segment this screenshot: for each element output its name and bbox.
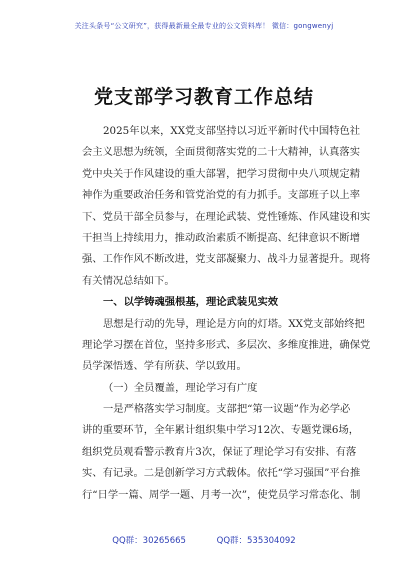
body-line: 思想是行动的先导，理论是方向的灯塔。XX党支部始终把 — [103, 317, 365, 330]
body-line: 一是严格落实学习制度。支部把“第一议题”作为必学必 — [103, 403, 351, 416]
header-banner: 关注头条号“公文研究”，获得最新最全最专业的公文资料库！ 微信：gongwenyj — [74, 22, 334, 30]
section-heading-1: 一、以学铸魂强根基，理论武装见实效 — [103, 296, 279, 309]
body-line: 下、党员干部全员参与，在理论武装、党性锤炼、作风建设和实 — [82, 210, 371, 223]
footer-contact — [0, 534, 408, 546]
footer-qq-group-1: QQ群：30265665 — [112, 536, 186, 546]
body-line: 实、有记录。二是创新学习方式载体。依托“学习强国”平台推 — [82, 467, 361, 480]
body-line: 神作为重要政治任务和管党治党的有力抓手。支部班子以上率 — [82, 189, 361, 202]
body-line: 强、工作作风不断改进，党支部凝聚力、战斗力显著提升。现将 — [82, 253, 371, 266]
body-line: 员学深悟透、学有所获、学以致用。 — [82, 360, 247, 373]
body-line: 讲的重要环节，全年累计组织集中学习12次、专题党课6场， — [82, 424, 360, 437]
body-line: 干担当上持续用力，推动政治素质不断提高、纪律意识不断增 — [82, 231, 361, 244]
body-line: 会主义思想为统领，全面贯彻落实党的二十大精神，认真落实 — [82, 146, 361, 159]
body-line: 党中央关于作风建设的重大部署，把学习贯彻中央八项规定精 — [82, 167, 361, 180]
body-line: 有关情况总结如下。 — [82, 274, 175, 287]
body-line: 理论学习摆在首位，坚持多形式、多层次、多维度推进，确保党 — [82, 338, 371, 351]
body-line: 2025年以来，XX党支部坚持以习近平新时代中国特色社 — [103, 125, 361, 137]
body-line: 组织党员观看警示教育片3次，保证了理论学习有安排、有落 — [82, 445, 357, 458]
footer-qq-group-2: QQ群：535304092 — [216, 536, 296, 546]
body-line: 行“日学一篇、周学一题、月考一次”，使党员学习常态化、制 — [82, 488, 361, 501]
subsection-heading-1: （一）全员覆盖，理论学习有广度 — [103, 381, 258, 394]
document-title: 党支部学习教育工作总结 — [93, 86, 314, 108]
document-body — [82, 121, 371, 506]
